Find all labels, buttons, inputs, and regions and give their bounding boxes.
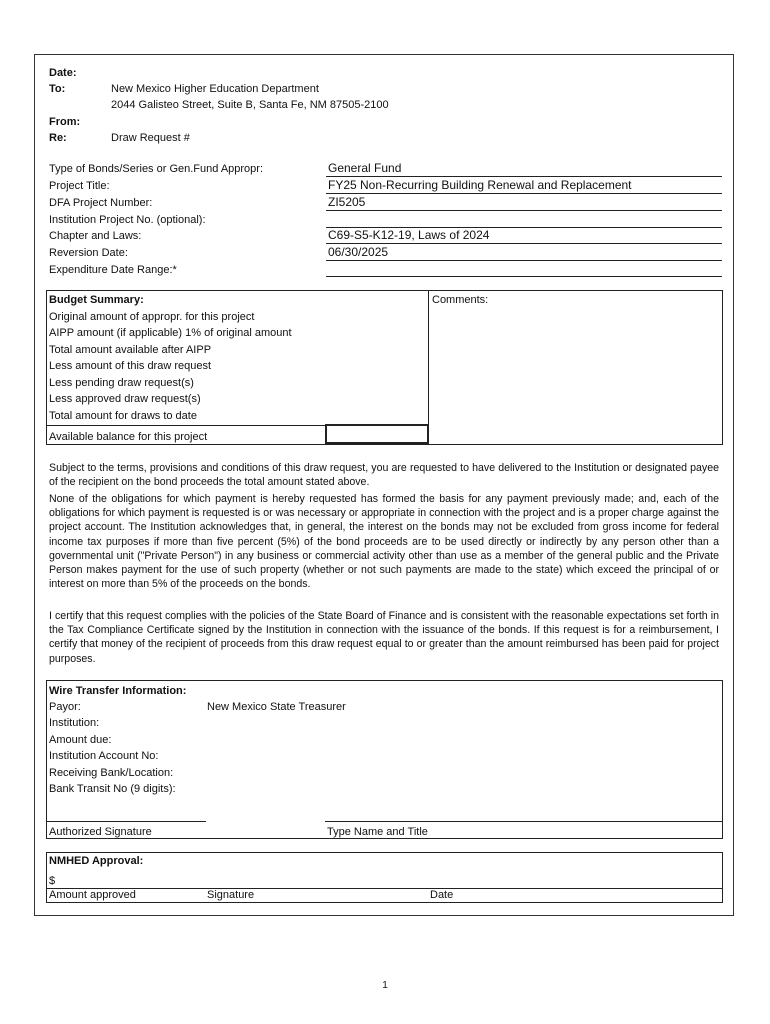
budget-row: Original amount of appropr. for this project xyxy=(49,311,255,323)
field-line xyxy=(326,210,722,211)
date-label: Date: xyxy=(49,67,77,79)
field-value-dfa-number[interactable]: ZI5205 xyxy=(328,195,366,209)
wire-row-transit-no: Bank Transit No (9 digits): xyxy=(49,783,176,795)
budget-row: Total amount available after AIPP xyxy=(49,344,212,356)
dollar-sign: $ xyxy=(49,875,56,887)
from-label: From: xyxy=(49,116,81,128)
field-line xyxy=(326,276,722,277)
draw-request-number: Draw Request # xyxy=(111,132,190,144)
amount-approved-label: Amount approved xyxy=(49,889,136,901)
field-label-reversion-date: Reversion Date: xyxy=(49,247,128,259)
approval-line[interactable] xyxy=(46,888,723,889)
signature-line[interactable] xyxy=(46,821,206,822)
field-value-reversion-date[interactable]: 06/30/2025 xyxy=(328,245,389,259)
field-line xyxy=(326,193,722,194)
field-label-project-title: Project Title: xyxy=(49,180,110,192)
approval-title: NMHED Approval: xyxy=(49,855,144,867)
budget-row: Less pending draw request(s) xyxy=(49,377,194,389)
wire-row-institution: Institution: xyxy=(49,717,100,729)
field-label-chapter-laws: Chapter and Laws: xyxy=(49,230,142,242)
field-label-dfa-number: DFA Project Number: xyxy=(49,197,153,209)
to-label: To: xyxy=(49,83,66,95)
field-line xyxy=(326,176,722,177)
field-line xyxy=(326,243,722,244)
page-number: 1 xyxy=(382,980,388,991)
name-title-line[interactable] xyxy=(325,821,723,822)
comments-box[interactable] xyxy=(428,290,723,445)
payor-value: New Mexico State Treasurer xyxy=(207,701,346,713)
budget-row: Total amount for draws to date xyxy=(49,410,197,422)
field-label-bond-type: Type of Bonds/Series or Gen.Fund Appropr: xyxy=(49,163,264,175)
approval-signature-label: Signature xyxy=(207,889,255,901)
to-line-2: 2044 Galisteo Street, Suite B, Santa Fe, NM 87505-2100 xyxy=(111,99,389,111)
approval-box xyxy=(46,852,723,903)
approval-date-label: Date xyxy=(430,889,454,901)
authorized-signature-label: Authorized Signature xyxy=(49,826,152,838)
field-label-institution-project: Institution Project No. (optional): xyxy=(49,214,206,226)
budget-row: Less approved draw request(s) xyxy=(49,393,201,405)
re-label: Re: xyxy=(49,132,67,144)
wire-transfer-title: Wire Transfer Information: xyxy=(49,685,187,697)
comments-label: Comments: xyxy=(432,294,489,306)
payor-label: Payor: xyxy=(49,701,81,713)
field-value-project-title[interactable]: FY25 Non-Recurring Building Renewal and Replacement xyxy=(328,178,632,192)
certification-paragraph: I certify that this request complies with the policies of the State Board of Finance and is consistent with the reasonable expectations set forth in the Tax Compliance Certificate signed by the Institution in connection with the issuance of the bonds. If this request is for a reimbursement, I certify that money of the recipient of proceeds from this draw request equal to or greater than the amount reimbursed has been paid for project purposes. xyxy=(49,610,719,665)
budget-row: Less amount of this draw request xyxy=(49,360,212,372)
to-line-1: New Mexico Higher Education Department xyxy=(111,83,319,95)
wire-row-account-no: Institution Account No: xyxy=(49,750,159,762)
budget-summary-title: Budget Summary: xyxy=(49,294,144,306)
budget-row: AIPP amount (if applicable) 1% of original amount xyxy=(49,327,292,339)
wire-row-receiving-bank: Receiving Bank/Location: xyxy=(49,767,174,779)
field-label-expenditure-range: Expenditure Date Range:* xyxy=(49,264,177,276)
field-value-bond-type[interactable]: General Fund xyxy=(328,161,402,175)
name-title-label: Type Name and Title xyxy=(327,826,428,838)
terms-paragraph: Subject to the terms, provisions and conditions of this draw request, you are requested to have delivered to the Institution or designated payee of the recipient on the bond proceeds the total amount stated above. xyxy=(49,462,719,489)
field-line xyxy=(326,260,722,261)
available-balance-input[interactable] xyxy=(325,424,429,444)
field-value-chapter-laws[interactable]: C69-S5-K12-19, Laws of 2024 xyxy=(328,228,490,242)
obligations-paragraph: None of the obligations for which payment is hereby requested has formed the basis for any payment previously made; and, each of the obligations for which payment is requested is or was necessary or appropriate in connection with the project and is a proper charge against the project account. The Institution acknowledges that, in general, the interest on the bonds may not be excluded from gross income for federal income tax purposes if more than five percent (5%) of the bond proceeds are to be used directly or indirectly by any person other than a governmental unit ("Private Person") in any business or commercial activity other than use as a member of the general public and the Private Person makes payment for the use of such property (whether or not such payments are made to the state) which exceed the principal of or interest on more than 5% of the proceeds on the bonds. xyxy=(49,493,719,591)
available-balance-label: Available balance for this project xyxy=(49,431,208,443)
wire-row-amount-due: Amount due: xyxy=(49,734,112,746)
